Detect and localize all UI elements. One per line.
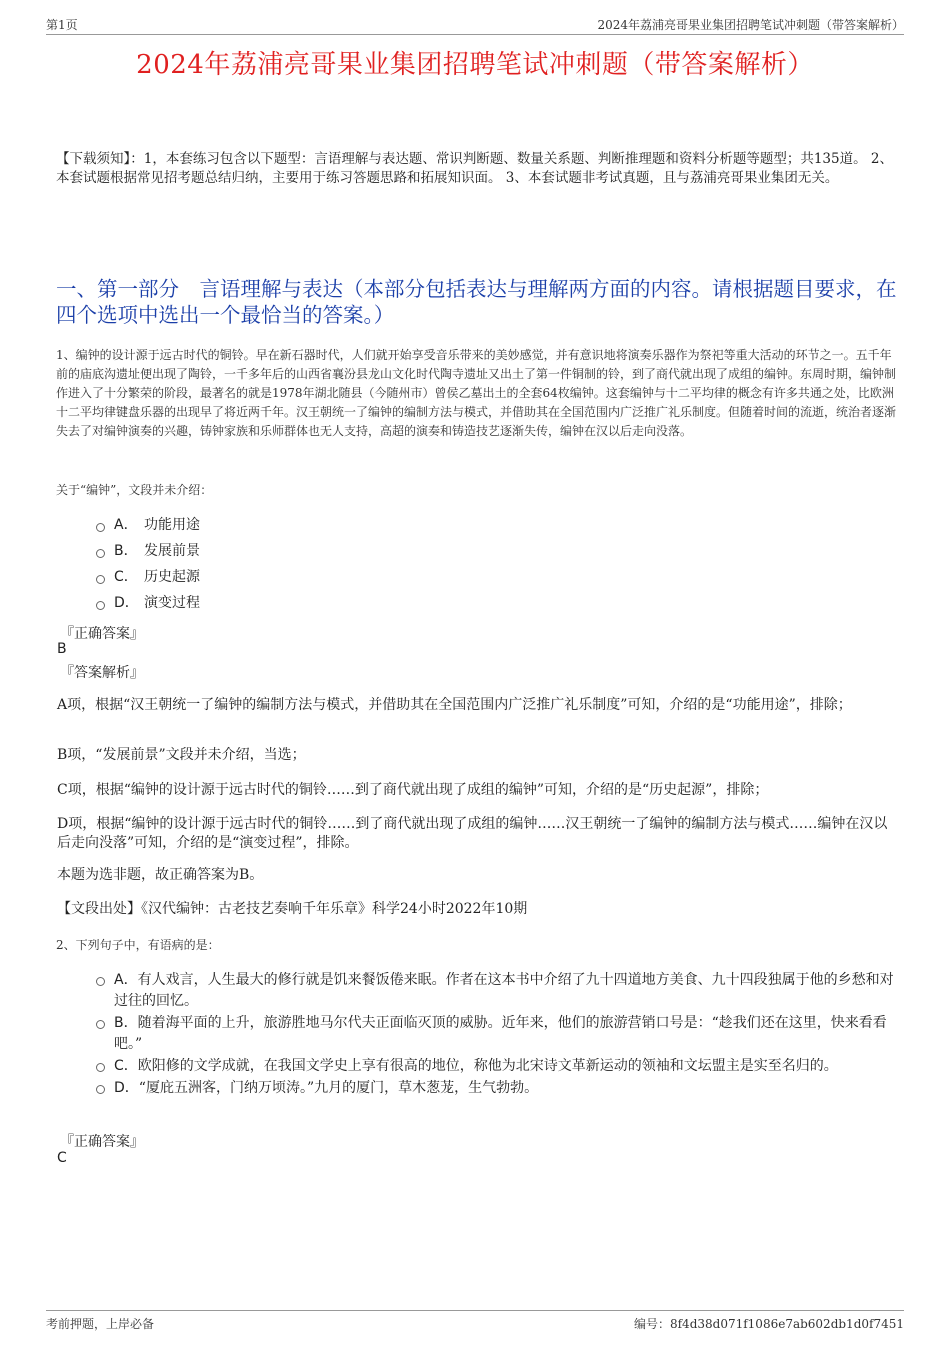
answer-value: C [57, 1150, 67, 1166]
radio-icon[interactable] [96, 977, 105, 986]
analysis-a: A项，根据“汉王朝统一了编钟的编制方法与模式，并借助其在全国范围内广泛推广礼乐制度”可知，介绍的是“功能用途”，排除； [57, 697, 852, 713]
option-text: 欧阳修的文学成就，在我国文学史上享有很高的地位，称他为北宋诗文革新运动的领袖和文坛盟主是实至名归的。 [137, 1058, 838, 1074]
option-text: 演变过程 [144, 595, 200, 611]
question-1-options [96, 512, 902, 616]
option-d[interactable] [96, 590, 902, 616]
option-letter: A． [114, 517, 138, 533]
radio-icon[interactable] [96, 1085, 105, 1094]
option-letter: A． [114, 972, 138, 988]
question-2-options [96, 970, 902, 1100]
radio-icon[interactable] [96, 601, 105, 610]
option-c[interactable] [96, 1056, 902, 1077]
radio-icon[interactable] [96, 1020, 105, 1029]
answer-label: 『正确答案』 [60, 1134, 144, 1150]
radio-icon[interactable] [96, 549, 105, 558]
option-letter: D． [114, 1080, 139, 1096]
option-a[interactable] [96, 970, 902, 1012]
option-c[interactable] [96, 564, 902, 590]
page-title: 2024年荔浦亮哥果业集团招聘笔试冲刺题（带答案解析） [136, 50, 814, 80]
source-citation: 【文段出处】《汉代编钟：古老技艺奏响千年乐章》科学24小时2022年10期 [57, 901, 528, 917]
page-footer [46, 1310, 904, 1335]
analysis-c: C项，根据“编钟的设计源于远古时代的铜铃……到了商代就出现了成组的编钟”可知，介绍的是“历史起源”，排除； [57, 782, 769, 798]
option-text: 功能用途 [144, 517, 200, 533]
question-2-prompt: 2、下列句子中，有语病的是： [56, 938, 220, 952]
option-text: 随着海平面的上升，旅游胜地马尔代夫正面临灭顶的威胁。近年来，他们的旅游营销口号是：“趁我们还在这里，快来看看吧。” [114, 1015, 887, 1052]
option-letter: C． [114, 569, 138, 585]
analysis-conclusion: 本题为选非题，故正确答案为B。 [57, 867, 264, 883]
option-b[interactable] [96, 1013, 902, 1055]
section-heading: 一、第一部分 言语理解与表达（本部分包括表达与理解两方面的内容。请根据题目要求，在四个选项中选出一个最恰当的答案。） [56, 277, 897, 327]
radio-icon[interactable] [96, 1063, 105, 1072]
option-d[interactable] [96, 1078, 902, 1099]
option-a[interactable] [96, 512, 902, 538]
page-header [46, 14, 904, 35]
option-letter: B． [114, 1015, 138, 1031]
analysis-d: D项，根据“编钟的设计源于远古时代的铜铃……到了商代就出现了成组的编钟……汉王朝统一了编钟的编制方法与模式……编钟在汉以后走向没落”可知，介绍的是“演变过程”，排除。 [57, 816, 888, 851]
option-letter: C． [114, 1058, 138, 1074]
option-letter: D． [114, 595, 139, 611]
radio-icon[interactable] [96, 575, 105, 584]
footer-doc-id: 编号：8f4d38d071f1086e7ab602db1d0f7451 [633, 1317, 904, 1331]
question-1-text: 1、编钟的设计源于远古时代的铜铃。早在新石器时代，人们就开始享受音乐带来的美妙感觉，并有意识地将演奏乐器作为祭祀等重大活动的环节之一。五千年前的庙底沟遗址便出现了陶铃，一千多年后的山西省襄汾县龙山文化时代陶寺遗址又出土了第一件铜制的铃，到了商代就出现了成组的编钟。东周时期，编钟制作进入了十分繁荣的阶段，最著名的就是1978年湖北随县（今随州市）曾侯乙墓出土的全套64枚编钟。这套编钟与十二平均律的概念有许多共通之处，比欧洲十二平均律键盘乐器的出现早了将近两千年。汉王朝统一了编钟的编制方法与模式，并借助其在全国范围内广泛推广礼乐制度。但随着时间的流逝，统治者逐渐失去了对编钟演奏的兴趣，铸钟家族和乐师群体也无人支持，高超的演奏和铸造技艺逐渐失传，编钟在汉以后走向没落。 [56, 348, 897, 438]
answer-value: B [57, 641, 67, 657]
download-notice: 【下载须知】：1，本套练习包含以下题型：言语理解与表达题、常识判断题、数量关系题、判断推理题和资料分析题等题型；共135道。 2、本套试题根据常见招考题总结归纳，主要用于练习答题思路和拓展知识面。 3、本套试题非考试真题，且与荔浦亮哥果业集团无关。 [56, 151, 893, 186]
question-1-prompt: 关于“编钟”，文段并未介绍： [56, 483, 213, 497]
analysis-b: B项，“发展前景”文段并未介绍，当选； [57, 747, 306, 763]
header-doc-title: 2024年荔浦亮哥果业集团招聘笔试冲刺题（带答案解析） [597, 18, 904, 32]
option-text: “厦庇五洲客，门纳万顷涛。”九月的厦门，草木葱茏，生气勃勃。 [138, 1080, 539, 1096]
footer-slogan: 考前押题，上岸必备 [46, 1317, 155, 1331]
option-text: 有人戏言，人生最大的修行就是饥来餐饭倦来眠。作者在这本书中介绍了九十四道地方美食、九十四段独属于他的乡愁和对过往的回忆。 [114, 972, 894, 1009]
page-number: 第1页 [46, 18, 78, 32]
answer-label: 『正确答案』 [60, 626, 144, 642]
option-b[interactable] [96, 538, 902, 564]
analysis-label: 『答案解析』 [60, 665, 144, 681]
radio-icon[interactable] [96, 523, 105, 532]
option-text: 发展前景 [144, 543, 200, 559]
option-letter: B． [114, 543, 138, 559]
option-text: 历史起源 [144, 569, 200, 585]
